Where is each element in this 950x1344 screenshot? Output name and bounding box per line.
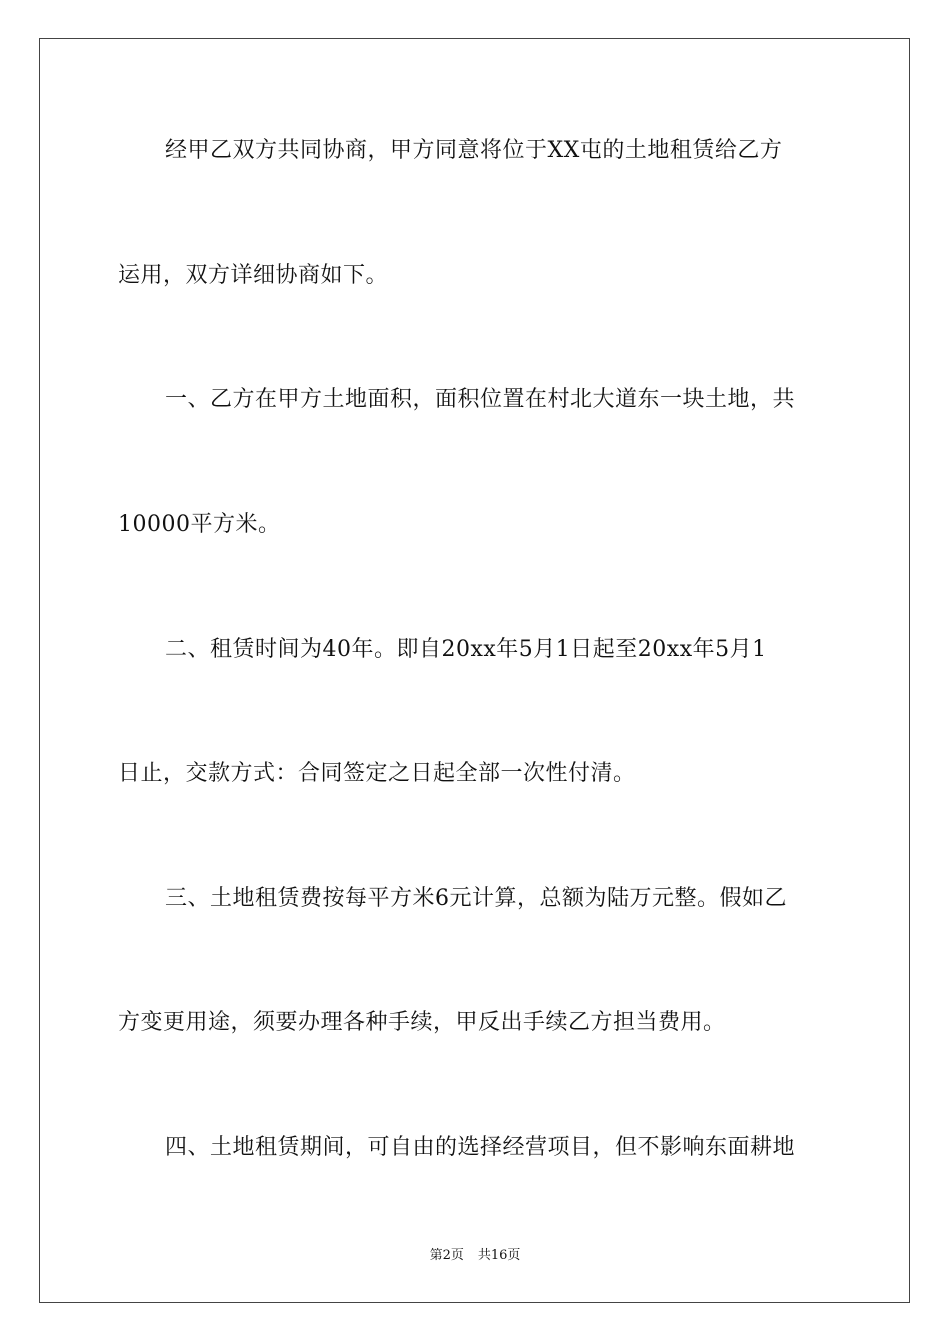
clause-1-line-2: 10000平方米。 [118, 512, 281, 537]
clause-1-line-1: 一、乙方在甲方土地面积，面积位置在村北大道东一块土地，共 [165, 387, 796, 412]
clause-2-line-1: 二、租赁时间为40年。即自20xx年5月1日起至20xx年5月1 [165, 637, 767, 662]
page-footer [0, 1248, 950, 1264]
paragraph-line-1: 经甲乙双方共同协商，甲方同意将位于XX屯的土地租赁给乙方 [165, 138, 783, 163]
clause-3-line-1: 三、土地租赁费按每平方米6元计算，总额为陆万元整。假如乙 [165, 886, 787, 911]
clause-4-line-1: 四、土地租赁期间，可自由的选择经营项目，但不影响东面耕地 [165, 1135, 796, 1160]
page-total: 共16页 [477, 1248, 521, 1263]
clause-2-line-2: 日止，交款方式：合同签定之日起全部一次性付清。 [118, 761, 636, 786]
page-number: 第2页 [429, 1248, 464, 1263]
page-border [39, 38, 910, 1303]
clause-3-line-2: 方变更用途，须要办理各种手续，甲反出手续乙方担当费用。 [118, 1010, 726, 1035]
paragraph-line-2: 运用，双方详细协商如下。 [118, 263, 389, 288]
